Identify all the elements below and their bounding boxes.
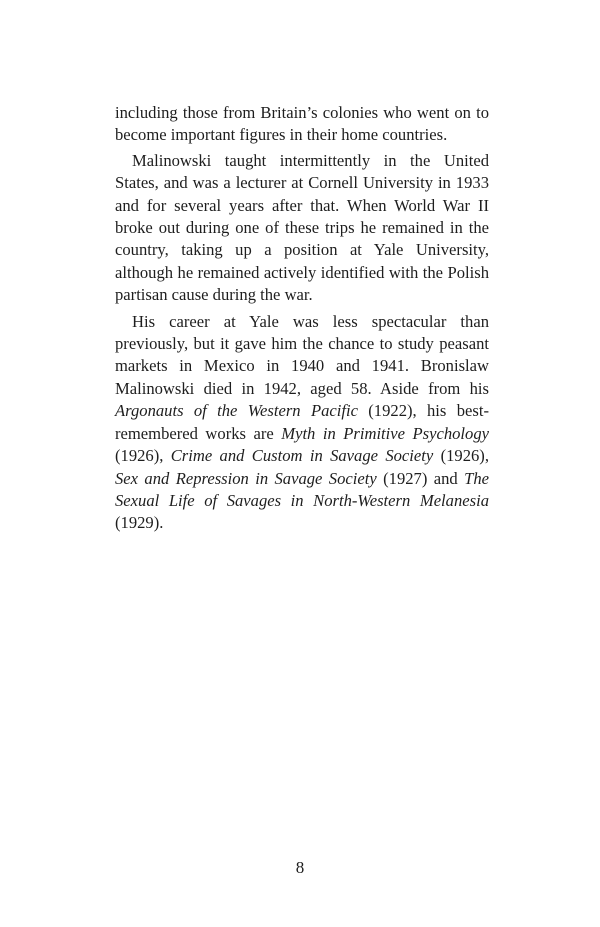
paragraph-2 bbox=[115, 150, 489, 307]
text-run: (1922), his best-remembered works are bbox=[115, 401, 489, 443]
text-run: Malinowski taught intermittently in the United States, and was a lecturer at Cornell University in 1933 and for several years after that. When World War II broke out during one of these trips he remained in the country, taking up a position at Yale University, although he remained actively identified with the Polish partisan cause during the war. bbox=[115, 150, 489, 305]
text-run: (1929). bbox=[115, 513, 164, 533]
text-run: His career at Yale was less spectacular than previously, but it gave him the chance to study peasant markets in Mexico in 1940 and 1941. Bronislaw Malinowski died in 1942, aged 58. Aside from his bbox=[115, 311, 489, 398]
book-title-argonauts: Argonauts of the Western Pacific bbox=[115, 401, 358, 421]
book-title-crime: Crime and Custom in Savage Society bbox=[170, 446, 434, 466]
book-title-sexual-life: The Sexual Life of Savages in North-Western Melanesia bbox=[115, 468, 489, 510]
text-run: (1926), bbox=[433, 446, 489, 466]
page-number: 8 bbox=[295, 858, 305, 877]
book-title-myth: Myth in Primitive Psychology bbox=[281, 423, 489, 443]
book-title-sex-repression: Sex and Repression in Savage Society bbox=[115, 468, 377, 488]
paragraph-1 bbox=[115, 102, 489, 147]
paragraph-3 bbox=[115, 311, 489, 535]
body-text bbox=[115, 102, 489, 535]
text-run: including those from Britain’s colonies who went on to become important figures in their home countries. bbox=[115, 103, 489, 145]
text-run: (1927) and bbox=[376, 468, 465, 488]
text-run: (1926), bbox=[115, 446, 171, 466]
